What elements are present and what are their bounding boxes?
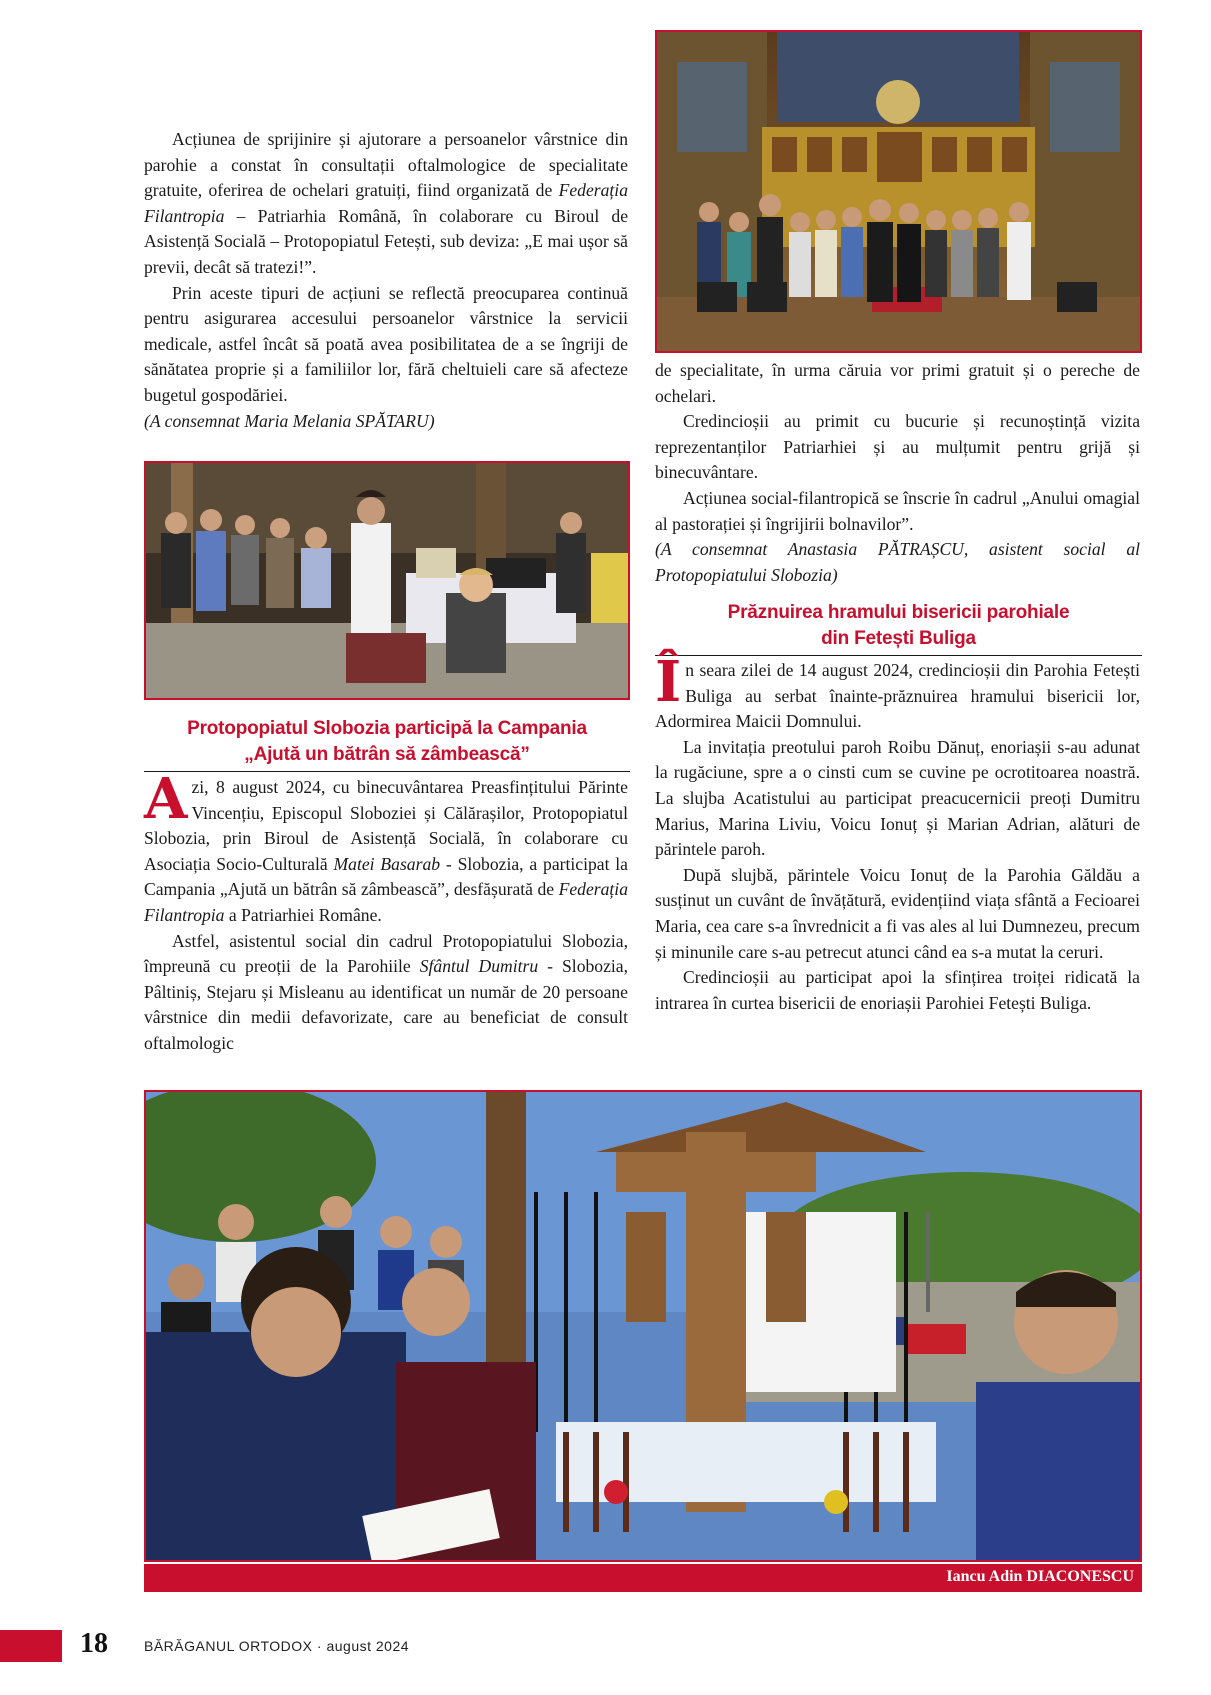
footer-accent-block [0, 1630, 62, 1662]
eye-consultation-illustration [146, 463, 628, 698]
church-interior-illustration [657, 32, 1140, 351]
article-body-campaign [144, 766, 628, 1057]
signature: (A consemnat Anastasia PĂTRAȘCU, asistent social al Protopopiatului Slobozia) [655, 539, 1140, 585]
photo-credit-bar [144, 1564, 1142, 1592]
photo-church-interior [655, 30, 1142, 353]
article-title-hram [655, 600, 1142, 652]
photo-credit: Iancu Adin DIACONESCU [946, 1568, 1134, 1585]
photo-eye-consultation [144, 461, 630, 700]
cross-consecration-illustration [146, 1092, 1140, 1560]
right-column-continuation [655, 358, 1140, 588]
page-number: 18 [80, 1628, 108, 1659]
paragraph: Acțiunea social-filantropică se înscrie în cadrul „Anului omagial al pastorației și îngrijirii bolnavilor”. [655, 487, 1140, 534]
paragraph: Credincioșii au primit cu bucurie și recunoștință vizita reprezentanților Patriarhiei și au mulțumit pentru grijă și binecuvântare. [655, 411, 1140, 483]
paragraph: de specialitate, în urma căruia vor primi gratuit și o pereche de ochelari. [655, 360, 1140, 406]
drop-cap: Î [655, 649, 682, 715]
article-body-hram [655, 649, 1140, 1016]
photo-cross-consecration [144, 1090, 1142, 1562]
title-line: Protopopiatul Slobozia participă la Campania [187, 718, 587, 739]
title-underline [144, 771, 630, 772]
paragraph: Prin aceste tipuri de acțiuni se reflectă preocuparea continuă pentru asigurarea accesului persoanelor vârstnice la servicii medicale, astfel încât să poată avea posibilitatea de a se îngriji de sănătatea proprie și a familiilor lor, fără cheltuieli care să afecteze bugetul gospodăriei. [144, 282, 628, 405]
paragraph: În seara zilei de 14 august 2024, credincioșii din Parohia Fetești Buliga au serbat înainte-prăznuirea hramului bisericii lor, Adormirea Maicii Domnului. [655, 649, 1140, 732]
article-title-campaign [144, 716, 630, 768]
signature: (A consemnat Maria Melania SPĂTARU) [144, 410, 435, 431]
publication-info [144, 1638, 409, 1654]
title-line: „Ajută un bătrân să zâmbească” [244, 744, 530, 765]
paragraph: Azi, 8 august 2024, cu binecuvântarea Preasfințitului Părinte Vincențiu, Episcopul Sloboziei și Călărașilor, Protopopiatul Slobozia, prin Biroul de Asistență Socială, în colaborare cu Asociația Socio-Culturală Matei Basarab - Slobozia, a participat la Campania „Ajută un bătrân să zâmbească”, desfășurată de Federația Filantropia a Patriarhiei Române. [144, 766, 628, 925]
issue-date: · august 2024 [312, 1638, 410, 1654]
drop-cap: A [144, 766, 188, 832]
paragraph: Credincioșii au participat apoi la sfințirea troiței ridicată la intrarea în curtea bisericii de enoriașii Parohiei Fetești Buliga. [655, 967, 1140, 1013]
paragraph: După slujbă, părintele Voicu Ionuț de la Parohia Găldău a susținut un cuvânt de învățătură, evidențiind viața sfântă a Fecioarei Maria, cea care s-a învrednicit a fi vas ales al lui Dumnezeu, precum și minunile care s-au petrecut atunci când ea s-a mutat la ceruri. [655, 864, 1140, 962]
paragraph: La invitația preotului paroh Roibu Dănuț, enoriașii s-au adunat la rugăciune, spre a o cinsti cum se cuvine pe ocrotitoarea noastră. La slujba Acatistului au participat preacucernicii preoți Dumitru Marius, Marina Liviu, Voicu Ionuț și Marian Adrian, alături de părintele paroh. [655, 736, 1140, 860]
title-line: din Fetești Buliga [821, 628, 976, 649]
paragraph: Astfel, asistentul social din cadrul Protopopiatului Slobozia, împreună cu preoții de la Parohiile Sfântul Dumitru - Slobozia, Pâltiniș, Stejaru și Misleanu au identificat un număr de 20 persoane vârstnice din medii defavorizate, care au beneficiat de consult oftalmologic [144, 930, 628, 1053]
left-column-intro [144, 127, 628, 434]
paragraph: Acțiunea de sprijinire și ajutorare a persoanelor vârstnice din parohie a constat în consultații oftalmologice de specialitate gratuite, oferirea de ochelari gratuiți, fiind organizată de Federația Filantropia – Patriarhia Română, în colaborare cu Biroul de Asistență Socială – Protopopiatul Fetești, sub deviza: „E mai ușor să previi, decât să tratezi!”. [144, 129, 628, 277]
title-underline [655, 655, 1142, 656]
title-line: Prăznuirea hramului bisericii parohiale [727, 602, 1070, 623]
publication-name: BĂRĂGANUL ORTODOX [144, 1638, 313, 1654]
